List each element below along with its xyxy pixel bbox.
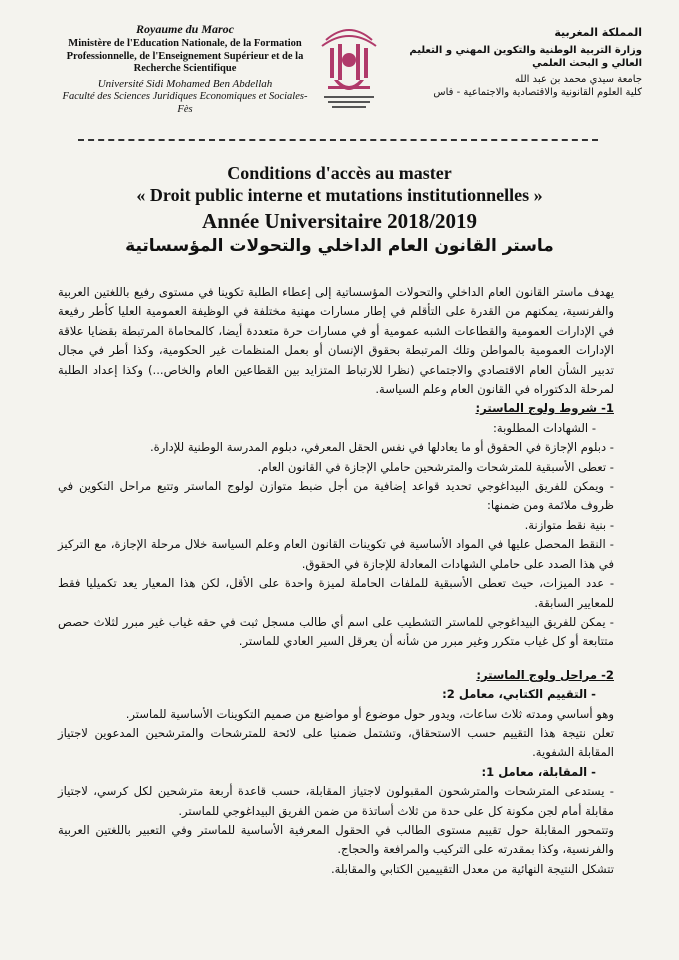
- s2-oral-heading: - المقابلة، معامل 1:: [481, 764, 596, 779]
- s1-criterion-2: - النقط المحصل عليها في المواد الأساسية في تكوينات القانون العام وعلم السياسة خلال مرحلة الإجازة، مع التركيز في هذا الصدد على حاملي الشهادات المعادلة للإجازة في الحقوق.: [58, 537, 614, 571]
- s2-oral-1: - يستدعى المترشحات والمترشحون المقبولون لاجتياز المقابلة، حسب قاعدة أربعة مترشحين لكل كرسي، لاجتياز مقابلة أمام لجن مكونة كل على حدة من ثلاث أساتذة من ضمن الفريق البيداغوجي للماستر.: [58, 784, 614, 818]
- s1-diploma-1: - دبلوم الإجازة في الحقوق أو ما يعادلها في نفس الحقل المعرفي، دبلوم المدرسة الوطنية للإدارة.: [149, 440, 614, 455]
- section-2-title: 2- مراحل ولوج الماستر:: [476, 667, 614, 682]
- s2-written-heading: - التقييم الكتابي، معامل 2:: [442, 687, 596, 702]
- header-divider: [78, 139, 598, 141]
- spacer: [58, 652, 614, 666]
- university-crest-icon: [316, 20, 382, 116]
- title-academic-year: Année Universitaire 2018/2019: [202, 209, 477, 233]
- s2-written-2: تعلن نتيجة هذا التقييم حسب الاستحقاق، وتشتمل ضمنيا على لائحة للمترشحات والمترشحين المدعوين لاجتياز المقابلة الشفوية.: [58, 725, 614, 760]
- header-ar-kingdom: المملكة المغربية: [554, 26, 642, 39]
- header-fr-ministry: Ministère de l'Education Nationale, de la Formation Professionnelle, de l'Enseignement Supérieur et de la Recherche Scientifique: [66, 38, 304, 74]
- s2-oral-3: تتشكل النتيجة النهائية من معدل التقييمين الكتابي والمقابلة.: [330, 861, 614, 876]
- header-fr-faculty: Faculté des Sciences Juridiques Economiques et Sociales-Fès: [62, 91, 308, 115]
- title-conditions: Conditions d'accès au master: [227, 163, 452, 183]
- header-ar-university: جامعة سيدي محمد بن عبد الله: [514, 74, 642, 86]
- s1-paragraph-1: - ويمكن للفريق البيداغوجي تحديد قواعد إضافية من أجل ضبط متوازن لولوج الماستر وتتبع مراحل التكوين في ظروف ملائمة ومن ضمنها:: [58, 479, 614, 513]
- title-arabic: ماستر القانون العام الداخلي والتحولات المؤسساتية: [125, 236, 554, 256]
- header-arabic: [392, 26, 642, 99]
- header-french: [60, 22, 310, 116]
- section-1-title: 1- شروط ولوج الماستر:: [475, 401, 614, 416]
- s1-diploma-2: - تعطى الأسبقية للمترشحات والمترشحين حاملي الإجازة في القانون العام.: [257, 459, 614, 474]
- s2-written-1: وهو أساسي ومدته ثلاث ساعات، ويدور حول موضوع أو مواضيع من صميم التكوينات الأساسية للماستر.: [125, 706, 614, 721]
- s1-diplomas-heading: - الشهادات المطلوبة:: [493, 420, 596, 435]
- s1-criterion-1: - بنية نقط متوازنة.: [524, 517, 614, 532]
- s1-criterion-3: - عدد الميزات، حيث تعطى الأسبقية للملفات الحاملة لميزة واحدة على الأقل، لكن هذا المعيار يعد تكميليا فقط للمعايير السابقة.: [58, 576, 614, 610]
- intro-paragraph: يهدف ماستر القانون العام الداخلي والتحولات المؤسساتية إلى إعطاء الطلبة تكوينا في مستوى رفيع باللغتين العربية والفرنسية، يمكنهم من القدرة على التأقلم في إطار مسارات مهنية مختلفة في الوظيفة العمومية العليا كأطر رفيعة في الإدارات العمومية والقطاعات الشبه عمومية أو في مسارات حرة متعددة أيضا، كالمحاماة المرتبطة بقضايا علاقة الإدارات العمومية بالمواطن وتلك المرتبطة بحقوق الإنسان أو بعمل المنظمات غير الحكومية، وكذا أطر في مجال تدبير الشأن العام الاقتصادي والاجتماعي (نظرا للارتباط المتزايد بين القطاعين العام والخاص...) وكذا إعداد الطلبة لمرحلة الدكتوراه في القانون العام وعلم السياسة.: [58, 285, 614, 397]
- header-fr-kingdom: Royaume du Maroc: [135, 22, 234, 36]
- title-master-name: « Droit public interne et mutations institutionnelles »: [136, 185, 543, 205]
- header-ar-ministry: وزارة التربية الوطنية والتكوين المهني و التعليم العالي و البحث العلمي: [409, 45, 642, 70]
- document-body: [58, 283, 614, 879]
- s1-criterion-4: - يمكن للفريق البيداغوجي للماستر التشطيب على اسم أي طالب مسجل ثبت في حقه غياب غير مبرر لثلاث حصص متتابعة أو كل غياب متكرر وغير مبرر من شأنه أن يعرقل السير العادي للماستر.: [58, 614, 614, 649]
- title-block: [0, 162, 679, 258]
- s2-oral-2: وتتمحور المقابلة حول تقييم مستوى الطالب في الحقول المعرفية الأساسية للماستر وفي التعبير باللغتين العربية والفرنسية، وكذا بمقدرته على التركيب والمرافعة والحجاج.: [58, 822, 614, 857]
- header-fr-university: Université Sidi Mohamed Ben Abdellah: [97, 78, 273, 91]
- header-ar-faculty: كلية العلوم القانونية والاقتصادية والاجتماعية - فاس: [433, 87, 642, 99]
